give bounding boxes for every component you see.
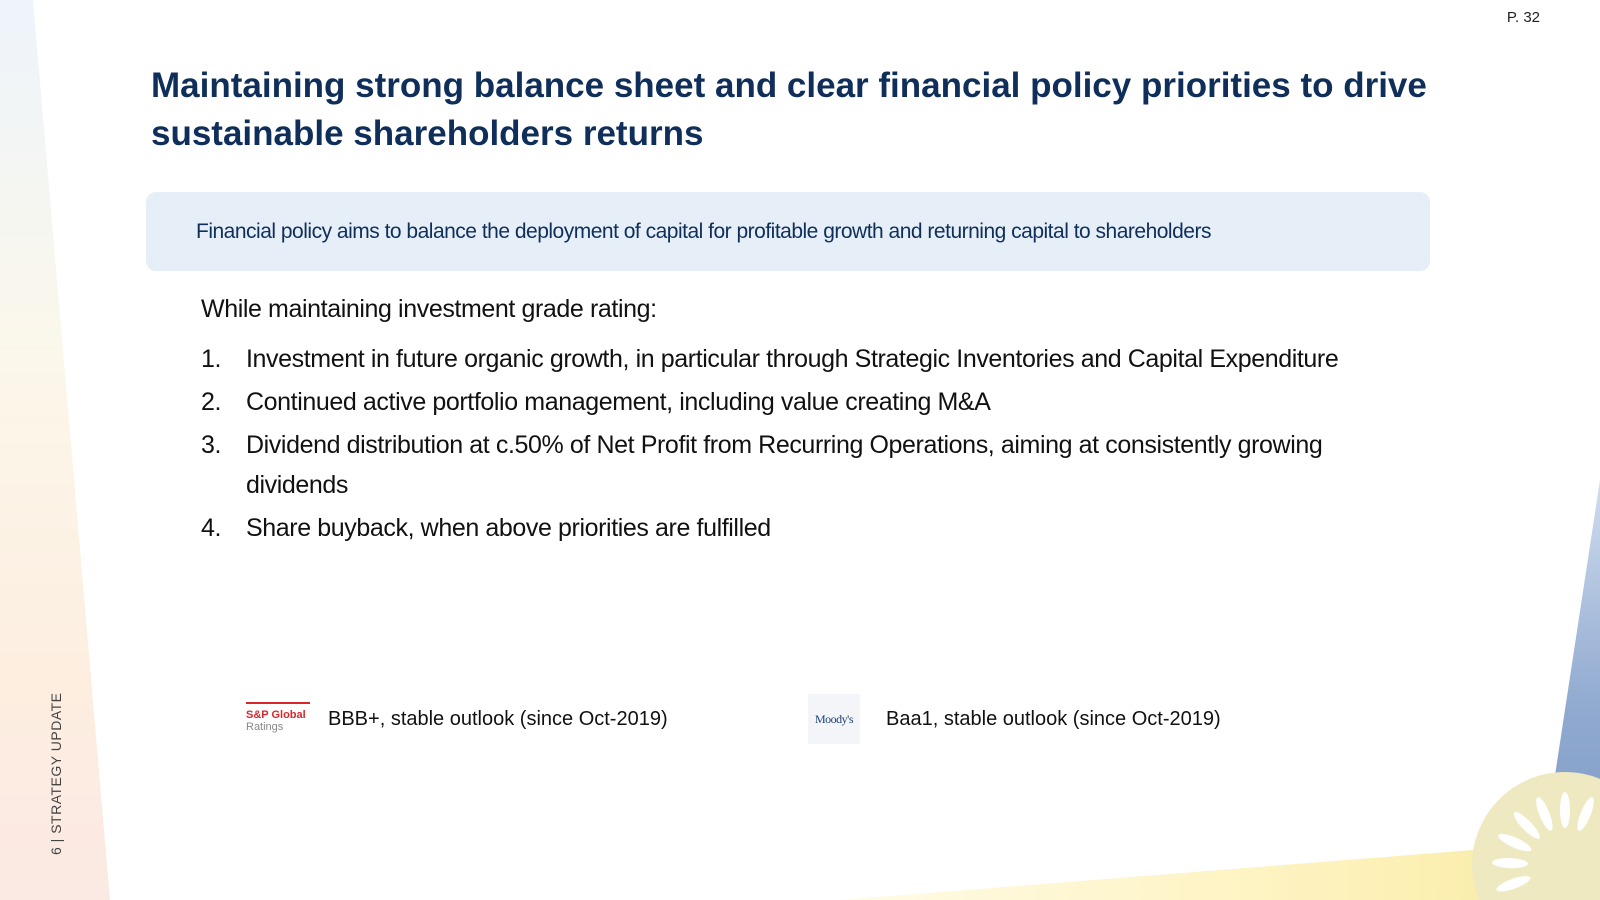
list-item-text: Dividend distribution at c.50% of Net Profit from Recurring Operations, aiming at consistently growing dividends bbox=[246, 431, 1323, 499]
sp-global-logo bbox=[246, 702, 310, 736]
list-item-number: 3. bbox=[201, 431, 222, 459]
moodys-rating bbox=[808, 694, 1221, 744]
sunburst-icon bbox=[1470, 770, 1600, 900]
list-item bbox=[201, 425, 1341, 505]
page-number: P. 32 bbox=[1506, 9, 1540, 26]
list-item-text: Investment in future organic growth, in particular through Strategic Inventories and Capital Expenditure bbox=[246, 345, 1339, 373]
policy-banner bbox=[146, 192, 1430, 271]
sp-rating bbox=[246, 702, 668, 736]
section-side-label: 6 | STRATEGY UPDATE bbox=[48, 692, 64, 855]
moodys-rating-text: Baa1, stable outlook (since Oct-2019) bbox=[886, 707, 1221, 730]
sp-logo-line1: S&P Global bbox=[246, 709, 306, 721]
list-item bbox=[201, 382, 1341, 422]
banner-text: Financial policy aims to balance the deployment of capital for profitable growth and returning capital to shareholders bbox=[196, 219, 1211, 243]
priority-list bbox=[201, 339, 1341, 551]
slide-title: Maintaining strong balance sheet and clear financial policy priorities to drive sustainable shareholders returns bbox=[151, 66, 1427, 153]
sp-logo-line2: Ratings bbox=[246, 721, 284, 733]
intro-text: While maintaining investment grade rating: bbox=[201, 295, 657, 323]
list-item-number: 2. bbox=[201, 388, 222, 416]
moodys-logo-text: Moody's bbox=[814, 711, 853, 726]
list-item-number: 1. bbox=[201, 345, 222, 373]
sp-rating-text: BBB+, stable outlook (since Oct-2019) bbox=[328, 707, 668, 730]
list-item bbox=[201, 339, 1341, 379]
list-item bbox=[201, 508, 1341, 548]
list-item-number: 4. bbox=[201, 514, 222, 542]
list-item-text: Continued active portfolio management, including value creating M&A bbox=[246, 388, 991, 416]
list-item-text: Share buyback, when above priorities are fulfilled bbox=[246, 514, 771, 542]
moodys-logo bbox=[808, 694, 860, 744]
